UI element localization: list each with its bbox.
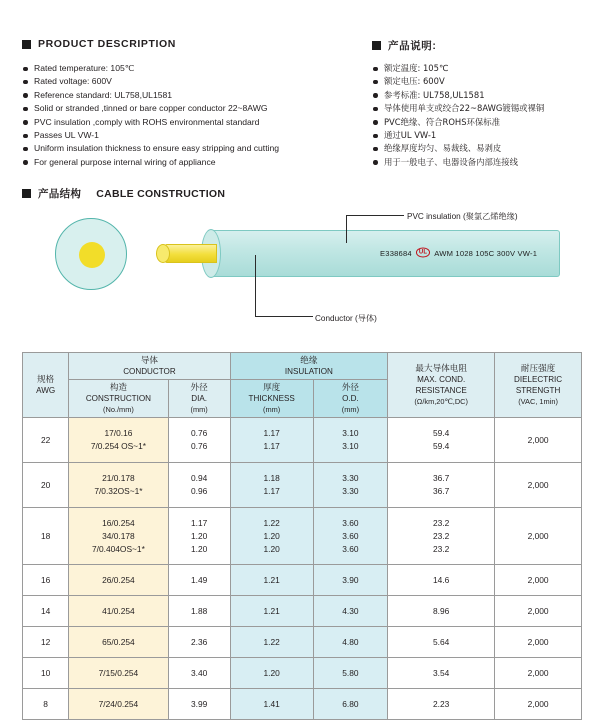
cell-dielectric: 2,000 [495,565,582,596]
header-construction-unit: (No./mm) [103,405,134,414]
cell-diameter-line: 0.94 [190,473,208,483]
cell-resistance-line: 23.2 [433,517,450,528]
header-insulation-en: INSULATION [284,367,333,376]
cell-od-line: 3.30 [342,473,359,483]
cell-construction: 65/0.254 [69,627,168,658]
cell-od: 4.80 [313,627,387,658]
list-item: Passes UL VW-1 [23,129,279,142]
cell-diameter-line: 1.17 [190,517,208,528]
table-row [23,508,582,565]
cell-resistance-line: 59.4 [433,441,450,451]
conductor-strand [165,244,217,263]
header-thickness-unit: (mm) [263,405,281,414]
cell-od: 3.90 [313,565,387,596]
header-od-cn: 外径 [341,382,360,392]
cell-construction-line: 34/0.178 [102,530,135,541]
conductor-tip [156,244,170,263]
print-rating-text: AWM 1028 105C 300V VW-1 [434,248,538,258]
header-dielectric-en1: DIELECTRIC [514,375,563,384]
cell-od-line: 3.60 [342,517,359,528]
product-spec-title: 产品说明: [388,40,437,52]
cell-dielectric: 2,000 [495,596,582,627]
cable-construction-title-en: CABLE CONSTRUCTION [96,187,226,200]
cell-thickness [230,418,313,463]
header-size-cn: 规格 [37,374,55,384]
table-header-group-row [23,353,582,380]
cell-resistance-line: 23.2 [433,543,450,554]
cell-construction-line: 16/0.254 [102,517,135,528]
cell-od: 5.80 [313,658,387,689]
list-item: For general purpose internal wiring of appliance [23,156,279,169]
list-item: PVC绝缘、符合ROHS环保标准 [373,116,544,129]
list-item: Uniform insulation thickness to ensure easy stripping and cutting [23,142,279,155]
header-diameter-cn: 外径 [190,382,208,392]
cable-construction-title-cn: 产品结构 [38,188,82,200]
cell-thickness-line: 1.22 [263,517,280,528]
header-od [313,380,387,418]
header-dielectric [495,353,582,418]
print-file-number: E338684 [380,248,412,258]
conductor-label: Conductor (导体) [315,314,377,323]
cell-awg: 16 [23,565,69,596]
cell-dielectric: 2,000 [495,463,582,508]
header-diameter-unit: (mm) [190,405,208,414]
cell-diameter [168,463,230,508]
product-description-heading [22,38,176,50]
header-conductor-cn: 导体 [140,355,159,365]
cell-awg: 14 [23,596,69,627]
cell-awg: 22 [23,418,69,463]
cell-od [313,508,387,565]
cell-construction-line: 17/0.16 [104,428,133,438]
cell-awg: 8 [23,689,69,720]
cell-thickness-line: 1.17 [263,428,280,438]
header-size-en: AWG [36,386,56,395]
cell-awg: 18 [23,508,69,565]
cell-construction: 7/24/0.254 [69,689,168,720]
list-item: 通过UL VW-1 [373,129,544,142]
table-row [23,658,582,689]
cell-diameter: 2.36 [168,627,230,658]
cell-dielectric: 2,000 [495,418,582,463]
cell-resistance-line: 23.2 [433,530,450,541]
cable-construction-heading [22,186,225,201]
cell-construction [69,508,168,565]
cell-thickness: 1.22 [230,627,313,658]
cell-awg: 12 [23,627,69,658]
table-row [23,689,582,720]
header-od-en: O.D. [342,394,359,403]
cell-od-line: 3.10 [342,441,359,451]
header-conductor-en: CONDUCTOR [123,367,176,376]
product-spec-list [373,62,544,169]
cell-thickness [230,463,313,508]
header-dielectric-en2: STRENGTH [515,386,561,395]
cell-thickness-line: 1.20 [263,530,280,541]
cell-diameter [168,508,230,565]
cell-resistance: 3.54 [388,658,495,689]
cell-od: 6.80 [313,689,387,720]
cell-resistance-line: 36.7 [433,473,450,483]
cell-construction [69,463,168,508]
header-construction-cn: 构造 [109,382,128,392]
cell-dielectric: 2,000 [495,658,582,689]
cell-od-line: 3.10 [342,428,359,438]
table-row [23,418,582,463]
insulation-leader-horizontal [346,215,404,216]
cell-thickness-line: 1.17 [263,441,280,451]
cell-construction-line: 7/0.404OS~1* [91,543,145,554]
cell-resistance-line: 59.4 [433,428,450,438]
list-item: 参考标准: UL758,UL1581 [373,89,544,102]
cell-diameter-line: 0.76 [190,441,208,451]
cell-resistance: 2.23 [388,689,495,720]
list-item: 用于一般电子、电器设备内部连接线 [373,156,544,169]
header-insulation-cn: 绝缘 [300,355,318,365]
cell-diameter-line: 0.76 [190,428,208,438]
cell-od [313,463,387,508]
cable-cross-section [55,218,127,290]
header-diameter-en: DIA. [191,394,207,403]
header-thickness [230,380,313,418]
header-resistance [388,353,495,418]
table-header [23,353,582,418]
specification-table [22,352,582,720]
cell-thickness: 1.21 [230,565,313,596]
cell-thickness-line: 1.18 [263,473,280,483]
cell-thickness: 1.20 [230,658,313,689]
cell-resistance-line: 36.7 [433,486,450,496]
cell-resistance [388,508,495,565]
cell-resistance: 14.6 [388,565,495,596]
cell-diameter-line: 1.20 [190,543,208,554]
header-resistance-unit: (Ω/km,20℃,DC) [414,397,468,406]
cell-construction: 41/0.254 [69,596,168,627]
list-item: 绝缘厚度均匀、易裁线、易剥皮 [373,142,544,155]
list-item: PVC insulation ,comply with ROHS environmental standard [23,116,279,129]
cable-surface-print [380,248,537,258]
square-bullet-icon [372,41,381,50]
product-description-list [23,62,279,169]
ul-logo-icon: UL [416,248,430,258]
header-construction [69,380,168,418]
list-item: Rated voltage: 600V [23,75,279,88]
cell-dielectric: 2,000 [495,689,582,720]
cell-awg: 10 [23,658,69,689]
cell-construction: 26/0.254 [69,565,168,596]
header-dielectric-cn: 耐压强度 [520,363,556,373]
cell-resistance: 8.96 [388,596,495,627]
cell-dielectric: 2,000 [495,627,582,658]
cell-thickness-line: 1.17 [263,486,280,496]
cable-side-view [165,230,560,277]
header-thickness-en: THICKNESS [248,394,295,403]
cell-thickness: 1.21 [230,596,313,627]
cell-diameter: 1.88 [168,596,230,627]
cell-diameter: 1.49 [168,565,230,596]
cell-od-line: 3.30 [342,486,359,496]
header-dielectric-unit: (VAC, 1min) [518,397,558,406]
cell-construction [69,418,168,463]
header-group-conductor [69,353,230,380]
cell-od: 4.30 [313,596,387,627]
header-construction-en: CONSTRUCTION [85,394,152,403]
list-item: 导体使用单支或绞合22~8AWG镀锡或裸铜 [373,102,544,115]
conductor-leader-vertical [255,255,256,317]
header-od-unit: (mm) [341,405,360,414]
cell-diameter: 3.40 [168,658,230,689]
cable-construction-diagram [0,205,603,330]
cell-diameter-line: 1.20 [190,530,208,541]
header-resistance-en1: MAX. COND. [417,375,466,384]
cell-resistance [388,418,495,463]
cell-thickness [230,508,313,565]
cell-construction-line: 7/0.32OS~1* [94,486,143,496]
table-row [23,565,582,596]
list-item: 额定电压: 600V [373,75,544,88]
cell-construction: 7/15/0.254 [69,658,168,689]
header-group-insulation [230,353,388,380]
square-bullet-icon [22,189,31,198]
product-spec-heading [372,38,437,53]
list-item: 额定温度: 105℃ [373,62,544,75]
cell-diameter: 3.99 [168,689,230,720]
conductor-leader-horizontal [255,316,313,317]
product-description-title: PRODUCT DESCRIPTION [38,38,176,50]
table-row [23,463,582,508]
cell-awg: 20 [23,463,69,508]
header-resistance-en2: RESISTANCE [415,386,467,395]
conductor-core-cross-section [79,242,105,268]
cell-resistance [388,463,495,508]
cell-construction-line: 21/0.178 [102,473,135,483]
cell-thickness: 1.41 [230,689,313,720]
cell-thickness-line: 1.20 [263,543,280,554]
cell-resistance: 5.64 [388,627,495,658]
header-diameter [168,380,230,418]
list-item: Rated temperature: 105℃ [23,62,279,75]
table-row [23,596,582,627]
header-size [23,353,69,418]
header-resistance-cn: 最大导体电阻 [415,363,467,373]
header-thickness-cn: 厚度 [263,382,281,392]
insulation-leader-vertical [346,215,347,243]
cell-diameter [168,418,230,463]
cell-od-line: 3.60 [342,543,359,554]
cell-dielectric: 2,000 [495,508,582,565]
cell-diameter-line: 0.96 [190,486,208,496]
insulation-label: PVC insulation (聚氯乙烯绝缘) [407,212,518,221]
cell-construction-line: 7/0.254 OS~1* [90,441,146,451]
square-bullet-icon [22,40,31,49]
cell-od-line: 3.60 [342,530,359,541]
cell-od [313,418,387,463]
table-row [23,627,582,658]
list-item: Solid or stranded ,tinned or bare copper conductor 22~8AWG [23,102,279,115]
list-item: Reference standard: UL758,UL1581 [23,89,279,102]
table-body [23,418,582,720]
